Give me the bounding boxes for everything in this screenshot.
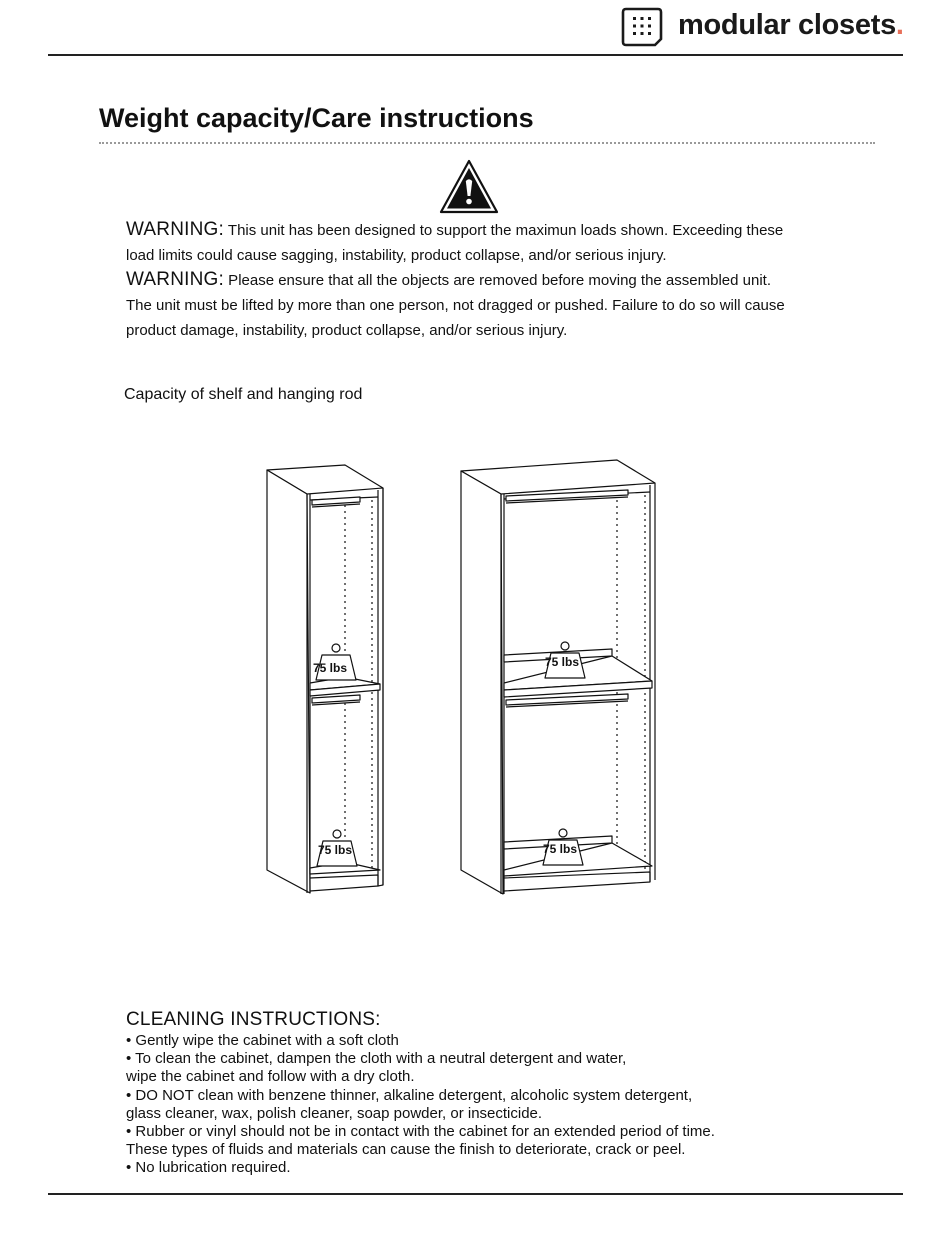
load-label: 75 lbs [313,661,348,675]
page-title: Weight capacity/Care instructions [99,103,534,133]
cleaning-line: • Rubber or vinyl should not be in contact with the cabinet for an extended period of time. [126,1123,715,1141]
dotted-divider [99,142,875,144]
cleaning-line: These types of fluids and materials can cause the finish to deteriorate, crack or peel. [126,1141,686,1159]
warning-block-1 [126,217,856,268]
cleaning-title: CLEANING INSTRUCTIONS: [126,1009,381,1030]
brand-name [678,9,904,42]
cleaning-line: wipe the cabinet and follow with a dry cloth. [126,1068,415,1086]
cleaning-instructions [126,1009,846,1178]
load-label: 75 lbs [318,843,353,857]
warning-lead: WARNING: [126,219,225,240]
cleaning-line: • DO NOT clean with benzene thinner, alkaline detergent, alcoholic system detergent, [126,1086,693,1104]
load-label: 75 lbs [545,655,580,669]
warning-text: product damage, instability, product collapse, and/or serious injury. [126,322,568,339]
capacity-label: Capacity of shelf and hanging rod [124,386,363,403]
cleaning-line: • No lubrication required. [126,1159,291,1177]
brand-text: modular closets [678,9,896,41]
grid-logo-icon [621,6,663,48]
cleaning-line: • Gently wipe the cabinet with a soft cloth [126,1032,399,1049]
warning-text: load limits could cause sagging, instability, product collapse, and/or serious injury. [126,247,667,264]
header-divider [48,54,903,56]
cleaning-line: glass cleaner, wax, polish cleaner, soap powder, or insecticide. [126,1104,543,1122]
warning-text: Please ensure that all the objects are removed before moving the assembled unit. [224,272,771,289]
capacity-diagram [250,450,670,910]
warning-text: The unit must be lifted by more than one person, not dragged or pushed. Failure to do so will cause [126,297,785,314]
warning-text: This unit has been designed to support the maximun loads shown. Exceeding these [224,222,784,239]
warning-triangle-icon [439,159,499,214]
brand-dot: . [895,9,904,41]
warning-lead: WARNING: [126,269,225,290]
cleaning-line: • To clean the cabinet, dampen the cloth with a neutral detergent and water, [126,1050,627,1068]
load-label: 75 lbs [543,842,578,856]
warning-block-2 [126,267,856,343]
footer-divider [48,1193,903,1195]
